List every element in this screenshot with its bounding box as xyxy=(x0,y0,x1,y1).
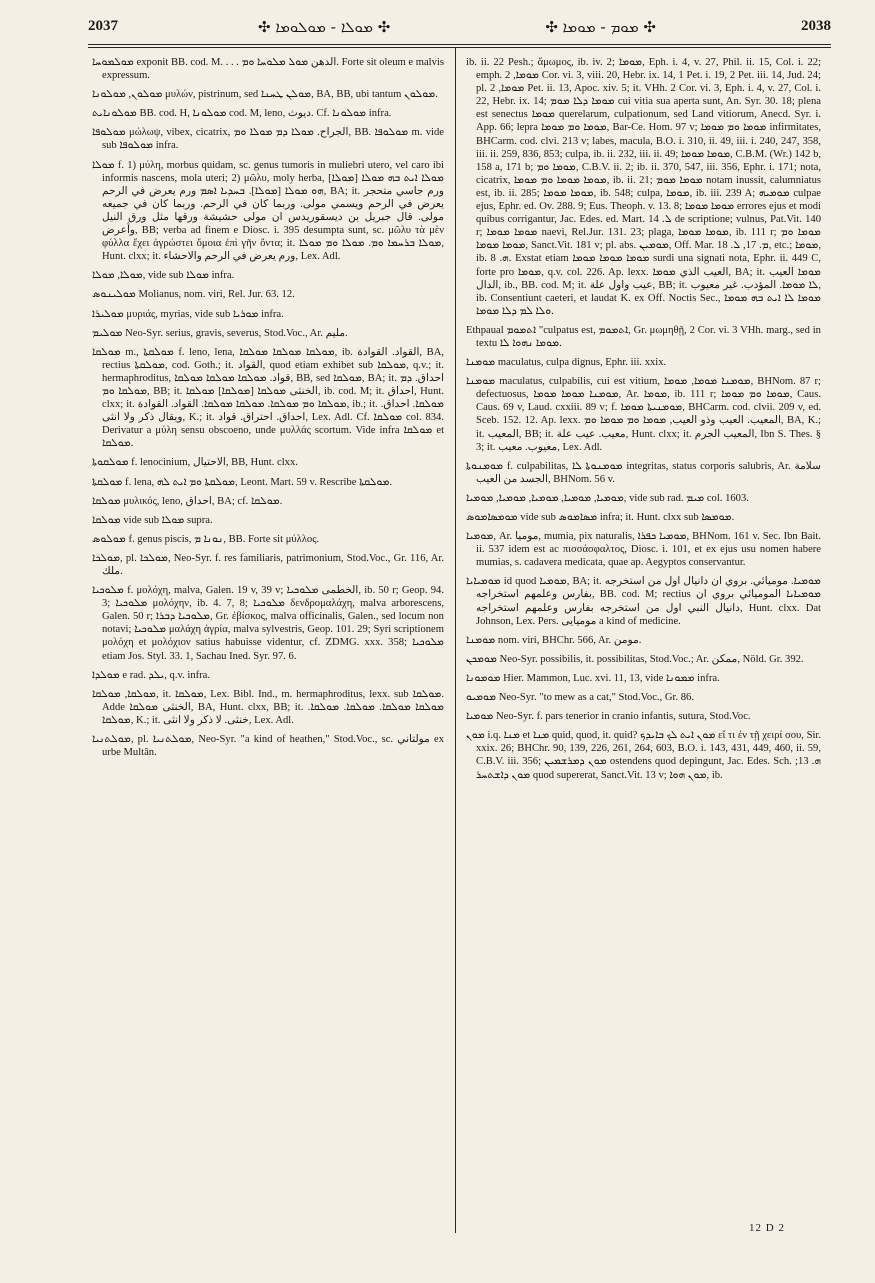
dictionary-entry: ܡܘܡܣܐܡܘܣ vide sub ܡܣܐܡܘܣ infra; it. Hunt. clxx sub ܡܘܡܣܐ. xyxy=(466,512,735,523)
dictionary-entry: ib. ii. 22 Pesh.; ἄμωμος, ib. iv. 2; ܡܘܡܐ, Eph. i. 4, v. 27, Phil. ii. 15, Col. i. 22; emph. ܡܘܡܐ, 2 Cor. vi. 3, viii. 20, Hebr. ix. 14, 1 Pet. i. 19, 2 Pet. iii. 14, Jud. 24; pl. ܡܘܡܐ, 2 Pet. ii. 13, Apoc. xiv. 5; it. VHh. 2 Cor. vi. 3, Eph. i. 4, v. 27, Col. i. 22, Hebr. ix. 14; ܡܘܡܐ ܕܠܐ ܡܘܡ cui vitia sua aperta sunt, An. Syr. 30. 18; plena est senectus ܡܘܡܐ querelarum, culpationum, sed Land vitiorum, Anecd. Syr. i. App. 66; lepra ܡܘܡܐ ܘܡ ܡܘܡܐ, Bar-Ce. Hom. 97 v; ܡܘܡܐ ܘܡ ܡܘܡܐ infirmitates, BHCarm. cod. clvi. 213 v; labes, macula, B.O. i. 310, ii. 49, iii. i. 240, 247, 358, iii. ii. 259, 836, 853; culpa, ib. ii. 232, iii. ii. 49; ܡܘܡܐ ܡܘܡܐ, C.B.M. (Wr.) 142 b, 158 a, 171 b; ܡܘܡܐ ܘܡ, C.B.V. ii. 2; ib. ii. 370, 547, iii. 356, Ephr. i. 171; nota, cicatrix, ܡܘܡܐ ܡܘܡܐ ܘܡ ܡܘܡܐ, ib. ii. 21; ܡܘܡܐ ܡܘܡ notam inussit, calumniatus est, ib. ii. 285; ܡܘܡܐ ܡܘܡܐ, ib. 548; culpa, ܡܘܡܐ, ib. iii. 239 A; ܡܘܡܝܗ culpae ejus, Ephr. ed. Ov. 288. 9; Eus. Theoph. v. 13. 8; ܡܘܡܐ ܡܘܡܐ errores ejus et modi quibus corrigantur, Jac. Edes. ed. Mart. ܠ. 14 de scriptione; vulnus, Pat.Vit. 140 r; ܡܘܡܐ ܡܘܡܐ naevi, Rel.Jur. 131. 23; plaga, ܡܘܡܐ ܡܘܡܐ, ib. 111 r; ܡܘܡܐ ܘܡ ܡܘܡܐ ܡܘܡܐ, Sanct.Vit. 181 v; pl. abs. ܡܘܡܝܢ, Off. Mar. ܡ. 17, ܠ. 18, etc.; ܡܘܡܐ, ib. ܗ. 8. Exstat etiam ܡܘܡܐ ܡܘܡܐ ܡܘܡܐ surdi una signati nota, Ephr. ii. 449 C, forte pro ܡܘܡܐ, q.v. col. 226. Ap. lexx. العيب الذي ܡܘܡܐ, BA; it. ܡܘܡܐ العيب الدال, ib., BB. cod. M; it. عيب واول علة, BB; it. ܠܐ ܡܘܡܐ. المؤدب. غير معيوب, ib. Consentiunt caeteri, et laudat K. ex Off. Noctis Sec., ܡܘܡܐ ܠܐ ܐܝܬ ܒܗ ܡܘܡܐ ܘܠܐ ܠܡ ܕܠܐ ܡܘܡܐ. xyxy=(466,57,822,317)
dictionary-entry: ܡܘܡܢܐ maculatus, culpa dignus, Ephr. iii. xxix. xyxy=(466,357,667,369)
dictionary-entry: ܡܘܢ i.q. ܡܢܐ et ܡܢܐ quid, quod, it. quid? ܡܘܢ ܐܝܬ ܠܟ ܒܐܝܕܟ εἴ τι ἐν τῇ χειρί σου, Sir. xxix. 26; BHChr. 90, 139, 226, 261, 264, 603, B.O. i. 143, 431, 449, 460, ii. 59, C.B.V. iii. 356; ܡܘܢ ܕܡܪܫܡܝܢ ostendens quod depingunt, Jac. Edes. Sch. ܗ. 13; ܡܘܢ ܕܐܫܬܚܪ quod supererat, Sanct.Vit. 13 v; ܡܘܢ ܗܘܐ, ib. xyxy=(466,730,822,781)
dictionary-entry: ܡܘܠܩܘܬܐ f. lenocinium, الاحتيال, BB, Hunt. clxx. xyxy=(92,457,298,469)
dictionary-entry: ܡܘܡܝܐܝܐ id quod ܡܘܡܝܐ, BA; it. ܡܘܡܝܐ. موميائي. بروي ان دانيال اول من استخرجه بفارس وعلمهم استخراجه, BB. cod. M; rectius ܡܘܡܝܐܝܐ الموميائي بروي ان دانيال النبي اول من استخرجه بفارس وعلمهم استخراجه, Hunt. clxx. Dat Johnson, Lex. Pers. مومیایی a kind of medicine. xyxy=(466,576,822,627)
left-column xyxy=(92,56,444,765)
dictionary-entry: ܡܘܠܘܣ f. genus piscis, ܢܘܢܐ ܡ, BB. Forte sit μύλλος. xyxy=(92,533,320,545)
running-head-right: ✣ ܡܘܡ - ܡܘܡܐ ✣ xyxy=(545,18,656,36)
dictionary-entry: ܡܘܡܢܐ nom. viri, BHChr. 566, Ar. مومن. xyxy=(466,634,642,646)
dictionary-entry: ܡܘܠܩܐ m., ܡܘܠܩܬܐ f. leno, lena, ܡܘܠܩܐ ܡܘܠܩܐ ܡܘܠܩܐ, ib. القواد. القوادة, BA, rectius ܡܘܠܩܬܐ, cod. Goth.; it. القواد, quod etiam exhibet sub ܡܘܠܩܐ, q.v.; it. hermaphroditus, قواد. ܡܘܠܩܐ ܡܘܠܩܐ ܡܘܠܩܐ, BB, sed ܡܘܠܩܐ, BA; it. احداق. ܕܡ ܡܘܠܩܐ ܘܡ, BB; it. الخنثى ܡܘܠܩܐ [ܡܘܠܩܐ] ܡܘܠܩܐ, ib. cod. M; it. احداق, Hunt. clxx; it. ܡܘܠܩܐ ܘܡ ܡܘܠܩܐ. ܡܘܠܩܐ ܡܘܠܩܐ. القواد. القوادة, ib.; it. ܡܘܠܩܐ. احداق. ويقال ذكر ولا انثى, K.; it. احداق. احتراق. قواد, Lex. Adl. Cf. ܡܘܠܩܐ col. 834. Derivatur a μύλη sensu obscoeno, unde μυλλάς scortum. Vide infra ܡܘܠܩܐ et ܡܘܠܩܐ. xyxy=(92,346,445,450)
dictionary-entry: ܡܘܠܝܡ Neo-Syr. serius, gravis, severus, Stod.Voc., Ar. مليم. xyxy=(92,327,348,339)
dictionary-entry: ܡܘܡܘܢܐ Hier. Mammon, Luc. xvi. 11, 13, vide ܡܡܘܢܐ infra. xyxy=(466,672,720,684)
dictionary-entry: ܡܘܡܢܘܬܐ f. culpabilitas, ܡܘܡܢܘܬܐ ܠܐ integritas, status corporis salubris, Ar. سلامة الجسد من العيب, BHNom. 56 v. xyxy=(466,460,821,485)
header-rule xyxy=(88,44,831,45)
dictionary-entry: ܡܘܠܡܘܚܐ exponit BB. cod. M. . . . الدهن ܡܘܠ ܡܠܘܚܐ ܘܡ. Forte sit oleum e malvis expressum. xyxy=(92,57,444,82)
dictionary-entry: ܡܘܠܩܐ, ܡܘܠܩܐ, it. ܡܘܠܩܐ, Lex. Bibl. Ind., m. hermaphroditus, lexx. sub ܡܘܠܩܐ. Adde الخنثى ܡܘܠܩܐ, BA, Hunt. clxx, BB; it. ܡܘܠܩܐ ܡܘܠܩܐ. ܡܘܠܩܐ. ܡܘܠܩܐ. ܡܘܠܩܐ, K.; it. خنثى. لا ذكر ولا انثى, Lex. Adl. xyxy=(92,688,445,726)
dictionary-entry: ܡܘܠܩܐ vide sub ܡܘܠܐ supra. xyxy=(92,514,213,526)
dictionary-entry: ܡܘܠܩܬܐ f. lena, ܡܘܠܩܬܐ ܘܡ ܐܝܬ ܠܗ, Leont. Mart. 59 v. Rescribe ܡܘܠܩܬܐ. xyxy=(92,476,393,488)
dictionary-entry: ܡܘܡܝܐ Neo-Syr. f. pars tenerior in cranio infantis, sutura, Stod.Voc. xyxy=(466,711,751,723)
running-head-left: ✣ ܡܘܠܐ - ܡܘܠܘܡܐ ✣ xyxy=(258,18,391,36)
dictionary-entry: ܡܠܘܟܝܐ f. μολόχη, malva, Galen. 19 v, 39 v; الخطمى ܡܠܘܟܝܐ, ib. 50 r; Geop. 94. 3; ܡܠܘܟܝܐ μολόχην, ib. 4. 7, 8; ܡܠܘܟܝܐ δενδρομαλάχη, malva arborescens, Galen. 50 r; ܡܠܘܟܝܐ ܕܒܪܐ, Gr. ἐβίσκος, malva officinalis, Galen., sed locum non notavi; ܡܠܘܟܝܐ μαλάχη ἀγρία, malva sylvestris, Geop. 101. 29; Syri scriptionem μολόχη et μολόχιον satius habuisse videntur, cf. ZDMG. xxx. 358; ܡܠܘܟܝܐ etiam Jos. Styl. 33. 1, Sachau Ined. Syr. 97. 6. xyxy=(92,585,444,662)
dictionary-entry: ܡܘܠܝܪܐ μυριάς, myrias, vide sub ܡܘܪܝܐ infra. xyxy=(92,308,284,320)
dictionary-entry: ܡܘܠܬܢܝܐ, pl. ܡܘܠܬܢܝܐ, Neo-Syr. "a kind of heathen," Stod.Voc., sc. مولتاني ex urbe Multân. xyxy=(92,734,444,759)
dictionary-entry: ܡܘܠܘܢܐܝܬ BB. cod. H, ܡܘܠܘܢܐ cod. M, leno, ديوث. Cf. ܡܘܠܘܢܐ infra. xyxy=(92,108,392,120)
dictionary-entry: ܡܘܡܝܐ, ܡܘܡܝܐ, ܡܘܡܝܐ, ܡܘܡܝܐ, ܡܘܡܝܐ, vide sub rad. ܡܝܡ col. 1603. xyxy=(466,492,749,504)
dictionary-entry: ܡܘܡܝܘ Neo-Syr. "to mew as a cat," Stod.Voc., Gr. 86. xyxy=(466,692,694,704)
dictionary-entry: ܡܘܡܝܐ, Ar. موميا, mumia, pix naturalis, ܡܘܡܝܐ ܟܦܪܐ, BHNom. 161 v. Sec. Ibn Bait. ii. 537 idem est ac πισσάσφαλτος, Diosc. i. 101, et ex ejus usu nomen habere mumias, s. cadavera medicata, quae ap. Aegyptos conservantur. xyxy=(466,531,822,569)
dictionary-entry: ܡܘܡܢܐ maculatus, culpabilis, cui est vitium, ܡܘܡܢܐ ܡܘܡܐ, ܡܘܡܐ, BHNom. 87 r; defectuosus, ܡܘܡܢܐ ܡܘܡܐ ܡܘܡܐ, Ar. ܡܘܡܐ, ib. 111 r; ܡܘܡܐ ܘܡ ܡܘܡܐ, Caus. Caus. 69 v, Laud. cxxiii. 89 v; f. ܡܘܡܢܝܬܐ ܡܘܡܐ, BHCarm. cod. clvii. 209 v, ed. Sceb. 152. 12. Ap. lexx. المعيب. العيب وذو العيب, ܡܘܡܐ ܘܡ ܡܘܡܐ ܘܡ, BA, K.; it. المعيب, BB; it. معيب. عيب علة, Hunt. clxx; it. المعيب الجرم, Ibn S. Thes. § 3; it. معيوب. معيب, Lex. Adl. xyxy=(466,376,822,453)
signature-mark: 12 D 2 xyxy=(749,1222,785,1234)
page-number-left: 2037 xyxy=(88,18,118,34)
dictionary-entry: ܡܘܠܕܐ e rad. ܝܠܕ, q.v. infra. xyxy=(92,669,211,681)
dictionary-entry: Ethpaual ܐܬܡܘܡ "culpatus est, ܐܬܡܘܡ, Gr. μωμηθῇ, 2 Cor. vi. 3 VHh. marg., sed in textu ܡܘܡܐ ܢܗܘܐ ܠܐ. xyxy=(466,324,821,349)
dictionary-entry: ܡܘܡܟܢ Neo-Syr. possibilis, it. possibilitas, Stod.Voc.; Ar. ممكن, Nöld. Gr. 392. xyxy=(466,653,804,665)
page-number-right: 2038 xyxy=(801,18,831,34)
column-divider xyxy=(455,48,456,1233)
page-header xyxy=(88,18,831,42)
dictionary-entry: ܡܘܠܘܦܐ μώλωψ, vibex, cicatrix, الجراح. ܡܘܠܐ ܕܡ ܡܘܠܐ ܘܡ, BB. ܡܘܠܘܦܐ m. vide sub ܡܘܠܘܦܐ infra. xyxy=(92,127,445,152)
dictionary-entry: ܡܘܠܩܐ μυλικός, leno, احداق, BA; cf. ܡܘܠܩܐ. xyxy=(92,495,283,507)
dictionary-entry: ܡܘܠܐ f. 1) μύλη, morbus quidam, sc. genus tumoris in muliebri utero, vel caro ibi informis nascens, mola uteri; 2) μῶλυ, moly herba, ܡܘܠܐ ܐܝܬ ܒܗ ܡܘܠܐ [ܡܘܠܐ] ܗܘ ܡܘܠܐ [ܡܘܠܐ]. ܒܚܕܝܐ ܐܣܡ ورم يعرض في الرحم, BA; it. ورم جاسي متحجر يعرض في الرحم ويسمي مولى. وربما كان في الرحم. وربما كان في جميعه مولى. قال جبريل بن ديسقوريدس ان مولى حشيشة ورقها مثل ورق النيل وأعرض, BB; verba ad finem e Diosc. i. 395 desumpta sunt, sc. μῶλυ τὰ μὲν φύλλα ἔχει ἀγρώστει ὅμοια ἐπὶ γῆν ὄντα; it. ܡܘܠܐ ܒܪܚܡܐ ܘܡ. ܡܘܠܐ ܘܡ ܡܘܠܐ, Hunt. clxx; it. ورم يعرض في الرحم والاحشاء, Lex. Adl. xyxy=(92,159,444,263)
dictionary-entry: ܡܘܠܐ, ܡܘܠܐ, vide sub ܡܘܠܐ infra. xyxy=(92,270,235,282)
right-column xyxy=(466,56,821,788)
header-rule-double xyxy=(88,47,831,48)
dictionary-entry: ܡܘܠܝܢܘܣ Molianus, nom. viri, Rel. Jur. 63. 12. xyxy=(92,289,295,301)
dictionary-entry: ܡܘܠܟܐ, pl. ܡܘܠܟܐ, Neo-Syr. f. res familiaris, patrimonium, Stod.Voc., Gr. 116, Ar. ملك. xyxy=(92,552,444,577)
dictionary-entry: ܡܘܠܘܢ, ܡܘܠܘܢܐ μυλών, pistrinum, sed ܡܘܠܢ ܛܚܢܐ, BA, BB, ubi tantum ܡܘܠܘܢ. xyxy=(92,89,438,101)
